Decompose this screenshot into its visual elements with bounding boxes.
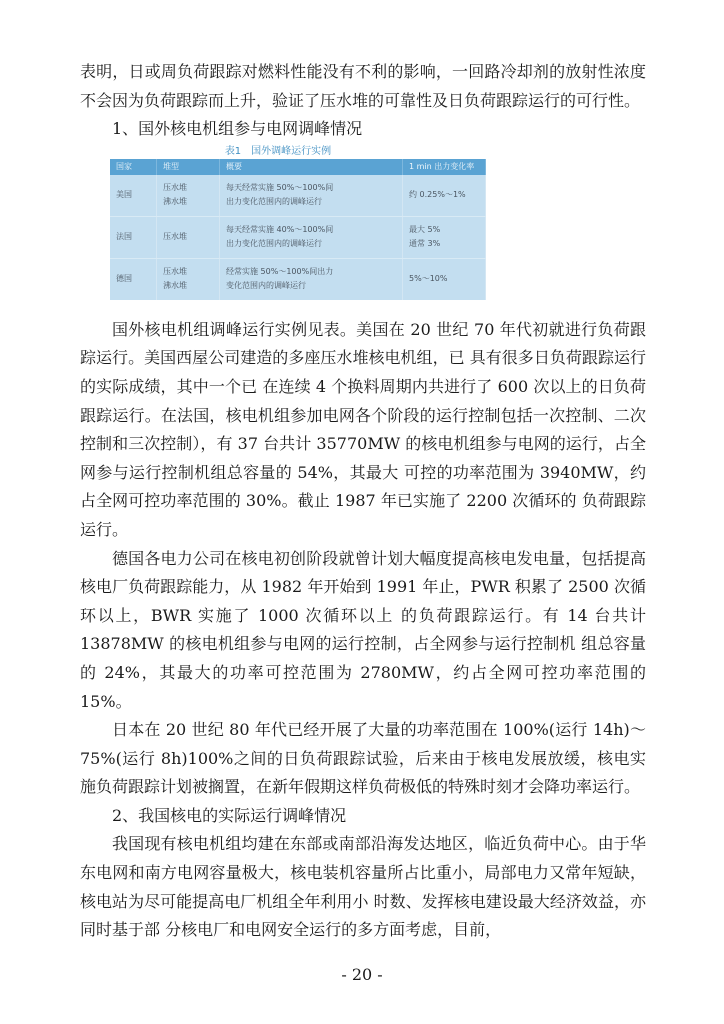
paragraph-foreign-overview: 国外核电机组调峰运行实例见表。美国在 20 世纪 70 年代初就进行负荷跟踪运行。美国西屋公司建造的多座压水堆核电机组，已 具有很多日负荷跟踪运行的实际成绩，其中一个已 在连续 4 个换料周期内共进行了 600 次以上的日负荷跟踪运行。在法国，核电机组参加电网各个阶段的运行控制包括一次控制、二次控制和三次控制），有 37 台共计 35770MW 的核电机组参与电网的运行，占全网参与运行控制机组总容量的 54%，其最大 可控的功率范围为 3940MW，约占全网可控功率范围的 30%。截止 1987 年已实施了 2200 次循环的 负荷跟踪运行。 — [80, 319, 646, 539]
cell-rate: 约 0.25%～1% — [403, 175, 486, 217]
section-heading-2: 2、我国核电的实际运行调峰情况 — [112, 805, 347, 825]
section-heading-1: 1、国外核电机组参与电网调峰情况 — [112, 119, 363, 139]
cell-country: 法国 — [110, 216, 157, 258]
header-summary: 概要 — [220, 159, 403, 175]
header-rate: 1 min 出力变化率 — [403, 159, 486, 175]
paragraph-china: 我国现有核电机组均建在东部或南部沿海发达地区，临近负荷中心。由于华东电网和南方电网容量极大，核电装机容量所占比重小，局部电力又常年短缺，核电站为尽可能提高电厂机组全年利用小 时数、发挥核电建设最大经济效益，亦同时基于部 分核电厂和电网安全运行的多方面考虑，目前， — [80, 834, 646, 940]
peak-regulation-table — [110, 159, 486, 300]
header-reactor-type: 堆型 — [157, 159, 220, 175]
table-row — [110, 258, 486, 300]
cell-reactor-type: 压水堆 沸水堆 — [157, 258, 220, 300]
page-content — [80, 58, 646, 945]
table-row — [110, 175, 486, 217]
cell-country: 美国 — [110, 175, 157, 217]
paragraph-japan: 日本在 20 世纪 80 年代已经开展了大量的功率范围在 100%(运行 14h)～75%(运行 8h)100%之间的日负荷跟踪试验，后来由于核电发展放缓，核电实施负荷跟踪计划被搁置，在新年假期这样负荷极低的特殊时刻才会降功率运行。 — [80, 720, 646, 797]
paragraph-germany: 德国各电力公司在核电初创阶段就曾计划大幅度提高核电发电量，包括提高核电厂负荷跟踪能力，从 1982 年开始到 1991 年止，PWR 积累了 2500 次循环以上，BWR 实施了 1000 次循环以上 的负荷跟踪运行。有 14 台共计 13878MW 的核电机组参与电网的运行控制，占全网参与运行控制机 组总容量的 24%，其最大的功率可控范围为 2780MW，约占全网可控功率范围的 15%。 — [80, 548, 646, 711]
cell-rate: 最大 5% 通常 3% — [403, 216, 486, 258]
cell-country: 德国 — [110, 258, 157, 300]
cell-summary: 每天经常实施 50%～100%间 出力变化范围内的调峰运行 — [220, 175, 403, 217]
table-1 — [110, 144, 486, 300]
cell-reactor-type: 压水堆 — [157, 216, 220, 258]
cell-summary: 经常实施 50%～100%间出力 变化范围内的调峰运行 — [220, 258, 403, 300]
cell-reactor-type: 压水堆 沸水堆 — [157, 175, 220, 217]
table-caption: 表1 国外调峰运行实例 — [224, 145, 332, 157]
cell-rate: 5%～10% — [403, 258, 486, 300]
header-country: 国家 — [110, 159, 157, 175]
table-row — [110, 216, 486, 258]
table-header-row — [110, 159, 486, 175]
cell-summary: 每天经常实施 40%～100%间 出力变化范围内的调峰运行 — [220, 216, 403, 258]
page-number: - 20 - — [341, 965, 383, 984]
paragraph-intro: 表明，日或周负荷跟踪对燃料性能没有不利的影响，一回路冷却剂的放射性浓度不会因为负荷跟踪而上升，验证了压水堆的可靠性及日负荷跟踪运行的可行性。 — [80, 62, 646, 110]
